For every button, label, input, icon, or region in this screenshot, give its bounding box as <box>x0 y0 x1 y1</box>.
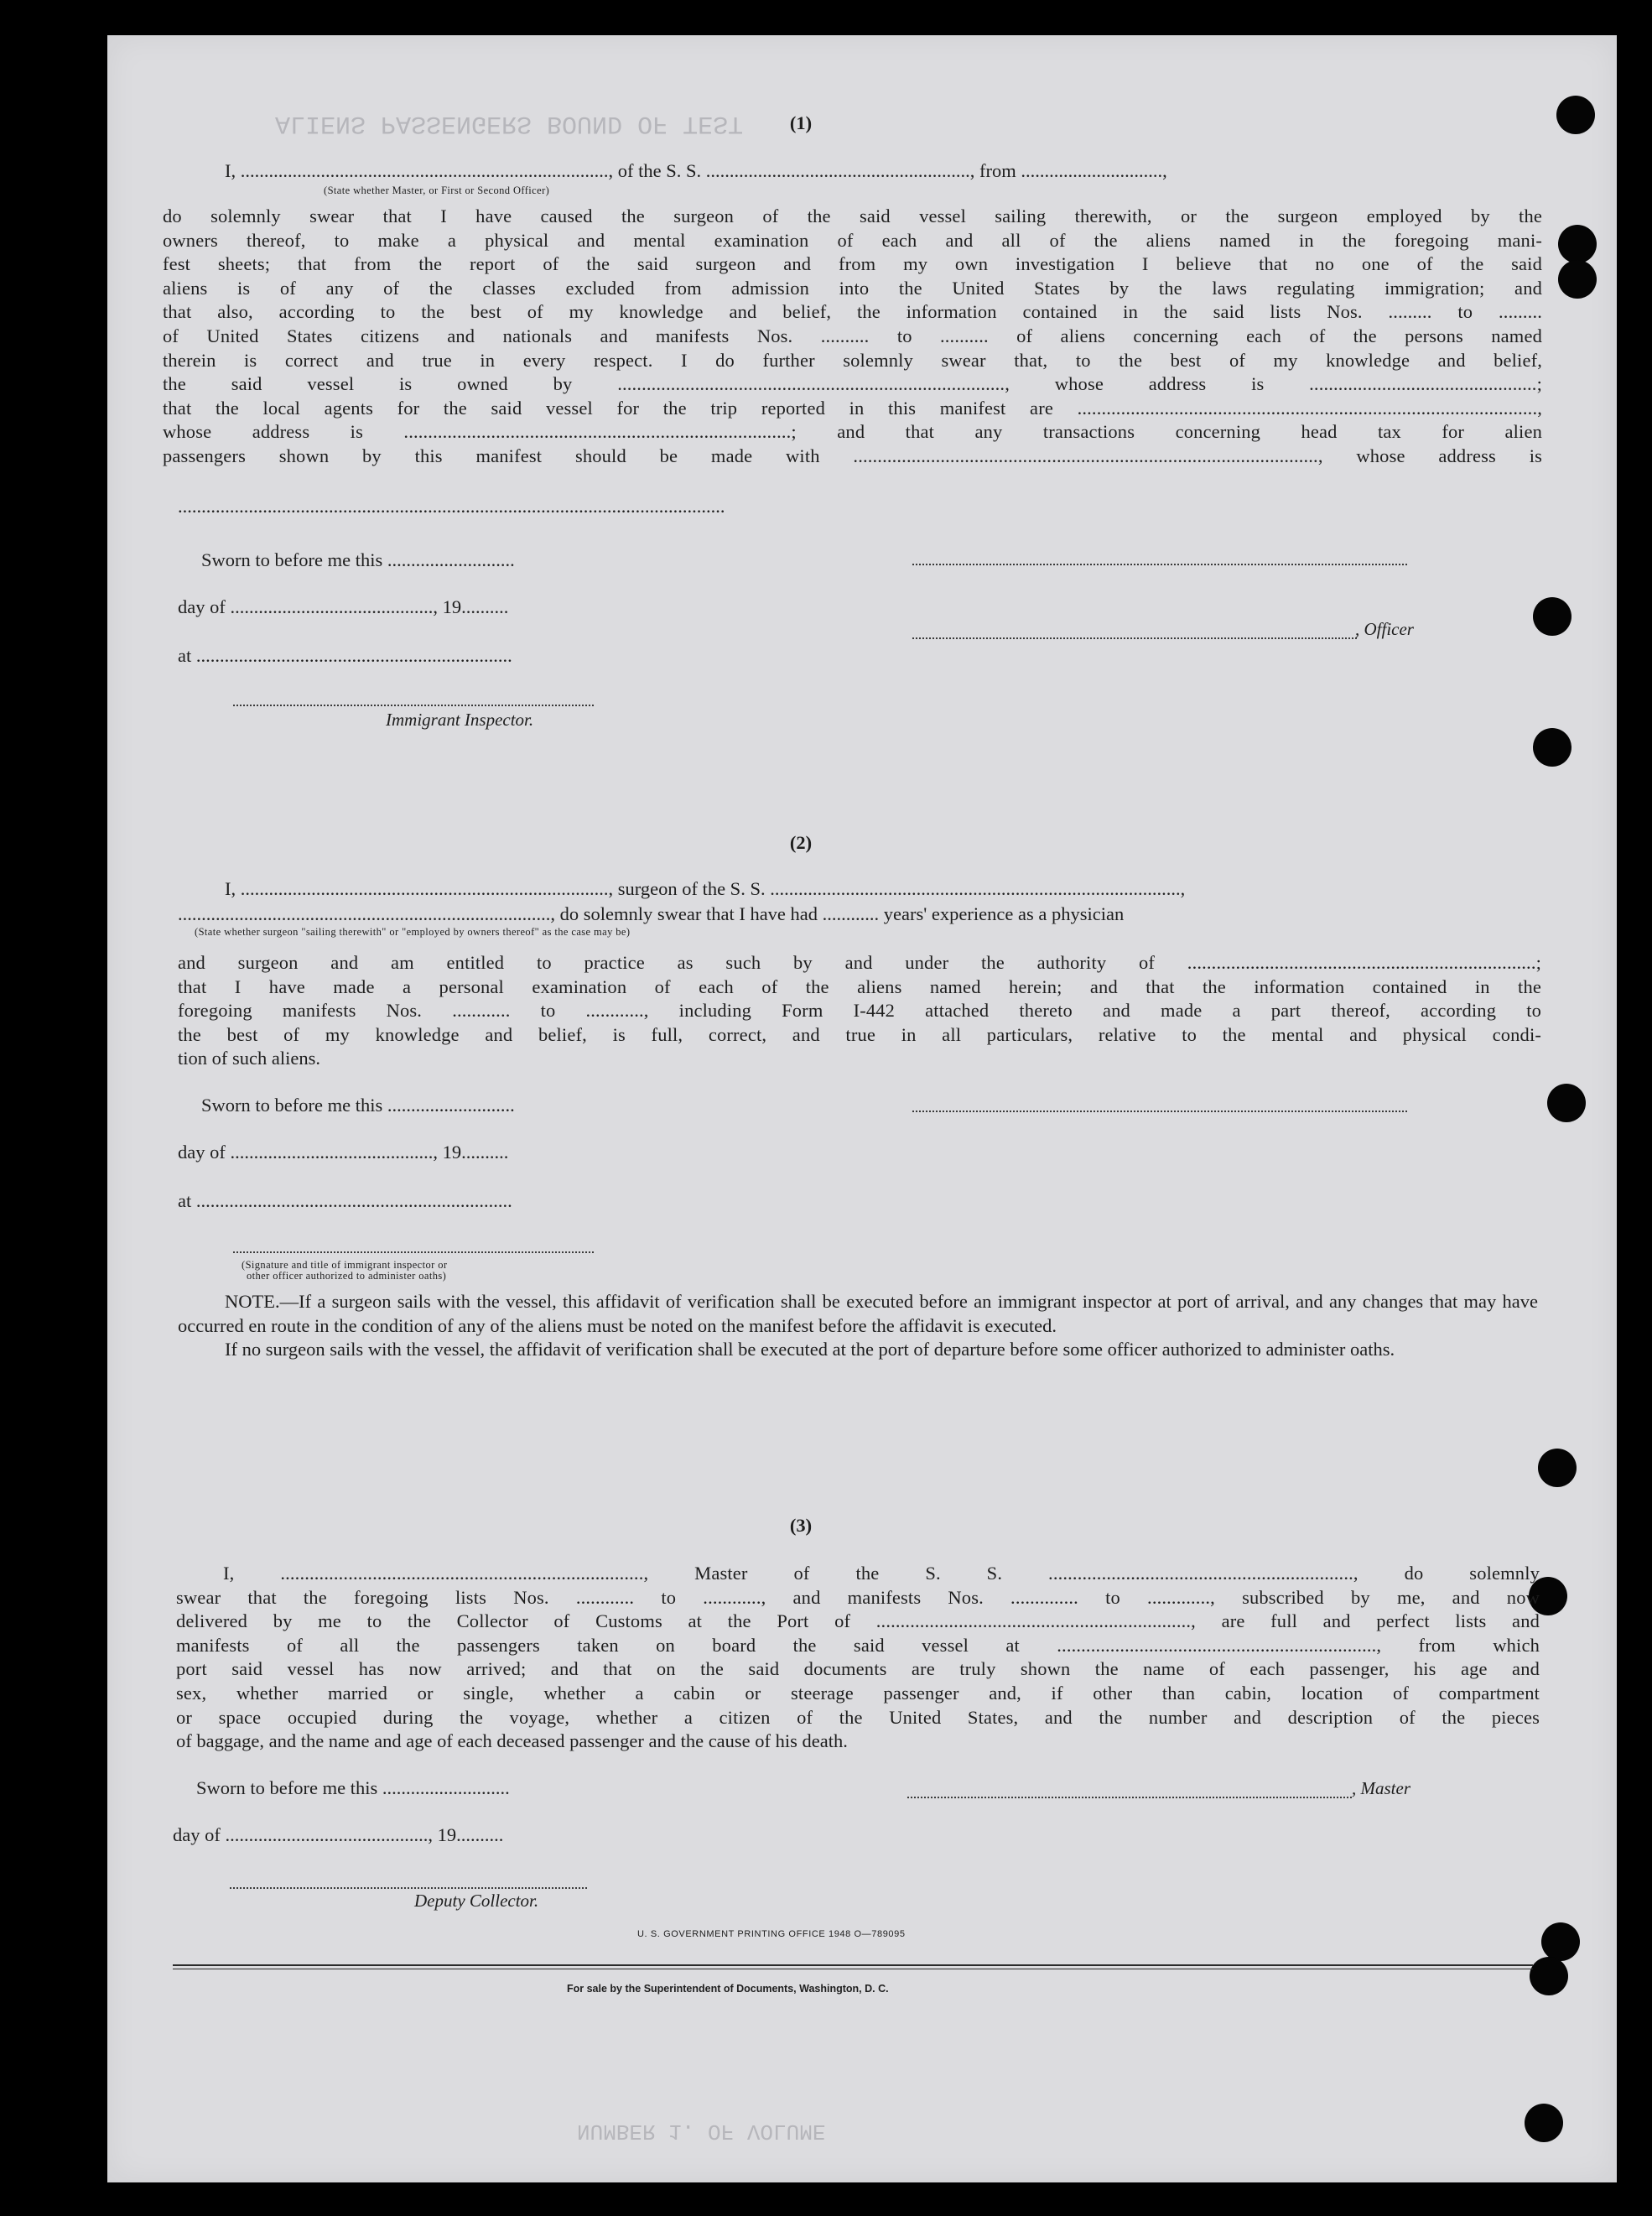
oath-line: of United States citizens and nationals and manifests Nos. .......... to .......... of aliens concerning each of the persons named <box>163 325 1542 346</box>
oath-line: sex, whether married or single, whether a cabin or steerage passenger and, if other than cabin, location of compartment <box>176 1682 1540 1704</box>
section-2-oath-last-line: tion of such aliens. <box>178 1048 320 1069</box>
oath-line: the said vessel is owned by ................................................................................, whose address is ...............................................; <box>163 373 1542 395</box>
oath-line: or space occupied during the voyage, whether a citizen of the United States, and the number and description of the pieces <box>176 1706 1540 1728</box>
section-1-signature-line <box>912 564 1407 565</box>
section-1-day-line: day of ..........................................., 19.......... <box>178 596 509 617</box>
section-2-inspector-line <box>233 1251 594 1253</box>
section-2-sig-caption-2: other officer authorized to administer oaths) <box>247 1270 447 1282</box>
oath-line: manifests of all the passengers taken on board the said vessel at .................................................................., from which <box>176 1634 1540 1656</box>
section-3-day-line: day of ..........................................., 19.......... <box>173 1824 504 1845</box>
punch-hole <box>1558 260 1597 299</box>
section-1-officer-caption: (State whether Master, or First or Second Officer) <box>324 185 550 196</box>
section-2-experience-line: ..............................................................................., do solemnly swear that I have had ............ years' experience as a physician <box>178 903 1125 924</box>
oath-line: port said vessel has now arrived; and that on the said documents are truly shown the name of each passenger, his age and <box>176 1658 1540 1680</box>
oath-line: swear that the foregoing lists Nos. ............ to ............, and manifests Nos. .............. to ............., subscribed by me, and now <box>176 1586 1540 1608</box>
section-1-trailing-blank: .................................................................................................................... <box>178 496 725 517</box>
section-2-oath-paragraph <box>178 951 1541 1047</box>
section-2-sig-caption-1: (Signature and title of immigrant inspector or <box>242 1259 448 1271</box>
oath-line: therein is correct and true in every respect. I do further solemnly swear that, to the best of my knowledge and belief, <box>163 349 1542 371</box>
section-1-number: (1) <box>789 112 813 133</box>
section-2-sworn-line: Sworn to before me this ........................... <box>201 1095 515 1116</box>
section-3-collector-line <box>230 1887 587 1889</box>
oath-line: fest sheets; that from the report of the said surgeon and from my own investigation I believe that no one of the said <box>163 253 1542 275</box>
note-paragraph: If no surgeon sails with the vessel, the affidavit of verification shall be executed at the port of departure before some officer authorized to administer oaths. <box>225 1339 1395 1360</box>
punch-hole <box>1558 225 1597 263</box>
section-2-opening-line: I, .............................................................................., surgeon of the S. S. ......................................................................................., <box>225 878 1186 899</box>
punch-hole <box>1525 2104 1563 2142</box>
section-1-at-line: at ................................................................... <box>178 645 512 666</box>
section-3-collector-label: Deputy Collector. <box>414 1891 539 1911</box>
oath-line: that also, according to the best of my knowledge and belief, the information contained in the said lists Nos. ......... to ......... <box>163 301 1542 323</box>
section-1-officer-label: , Officer <box>1355 619 1414 639</box>
oath-line: aliens is of any of the classes excluded from admission into the United States by the laws regulating immigration; and <box>163 277 1542 299</box>
section-2-day-line: day of ..........................................., 19.......... <box>178 1142 509 1163</box>
punch-hole <box>1541 1922 1580 1961</box>
printing-office-imprint: U. S. GOVERNMENT PRINTING OFFICE 1948 O—789095 <box>637 1929 906 1939</box>
oath-line: the best of my knowledge and belief, is full, correct, and true in all particulars, relative to the mental and physical condi- <box>178 1023 1541 1045</box>
oath-line: and surgeon and am entitled to practice as such by and under the authority of ........................................................................; <box>178 952 1541 973</box>
section-2-note <box>178 1290 1538 1362</box>
for-sale-notice: For sale by the Superintendent of Documents, Washington, D. C. <box>567 1983 889 1995</box>
note-paragraph: NOTE.—If a surgeon sails with the vessel, this affidavit of verification shall be executed before an immigrant inspector at port of arrival, and any changes that may have occurred en route in the condition of any of the aliens must be noted on the manifest before the affidavit is executed. <box>178 1291 1538 1336</box>
section-1-inspector-label: Immigrant Inspector. <box>386 710 534 730</box>
section-3-number: (3) <box>789 1515 813 1536</box>
section-1-inspector-line <box>233 705 594 706</box>
section-1-opening-line: I, .............................................................................., of the S. S. ........................................................, from .............................., <box>225 160 1167 181</box>
section-2-number: (2) <box>789 832 813 853</box>
section-1-oath-paragraph <box>163 205 1542 469</box>
section-1-officer-line <box>912 637 1357 639</box>
section-2-signature-line <box>912 1111 1407 1112</box>
section-2-at-line: at ................................................................... <box>178 1190 512 1211</box>
section-3-sworn-line: Sworn to before me this ........................... <box>196 1777 510 1798</box>
punch-hole <box>1533 597 1571 636</box>
punch-hole <box>1530 1957 1568 1995</box>
section-3-oath-last-line: of baggage, and the name and age of each deceased passenger and the cause of his death. <box>176 1730 848 1751</box>
footer-rule <box>173 1964 1533 1966</box>
punch-hole <box>1533 728 1571 767</box>
oath-line: foregoing manifests Nos. ............ to ............, including Form I-442 attached thereto and made a part thereof, according to <box>178 1000 1541 1022</box>
oath-line: that the local agents for the said vessel for the trip reported in this manifest are ..............................................................................................., <box>163 397 1542 419</box>
punch-hole <box>1538 1449 1577 1487</box>
section-2-surgeon-caption: (State whether surgeon "sailing therewith" or "employed by owners thereof" as the case may be) <box>195 926 631 938</box>
oath-line: delivered by me to the Collector of Customs at the Port of ................................................................., are full and perfect lists and <box>176 1610 1540 1632</box>
punch-hole <box>1547 1084 1586 1122</box>
oath-line: I, ..........................................................................., Master of the S. S. ..............................................................., do solemnly <box>223 1563 1540 1584</box>
manifest-verification-page <box>107 35 1617 2182</box>
punch-hole <box>1556 96 1595 134</box>
oath-line: owners thereof, to make a physical and mental examination of each and all of the aliens named in the foregoing mani- <box>163 229 1542 251</box>
oath-line: whose address is ................................................................................; and that any transactions concerning head tax for alien <box>163 421 1542 443</box>
oath-line: that I have made a personal examination of each of the aliens named herein; and that the information contained in the <box>178 975 1541 997</box>
oath-line: do solemnly swear that I have caused the surgeon of the said vessel sailing therewith, or the surgeon employed by the <box>163 205 1542 226</box>
section-3-master-line <box>907 1797 1352 1798</box>
bleed-through-text: ALIENS PASSENGERS BOUND OF TEST <box>275 109 744 138</box>
bleed-through-footer: NUMBER 1. OF VOLUME <box>577 2119 826 2144</box>
section-3-oath-paragraph <box>176 1562 1540 1730</box>
section-1-sworn-line: Sworn to before me this ........................... <box>201 549 515 570</box>
section-3-master-label: , Master <box>1352 1778 1410 1798</box>
oath-line: passengers shown by this manifest should be made with ................................................................................................, whose address is <box>163 445 1542 466</box>
